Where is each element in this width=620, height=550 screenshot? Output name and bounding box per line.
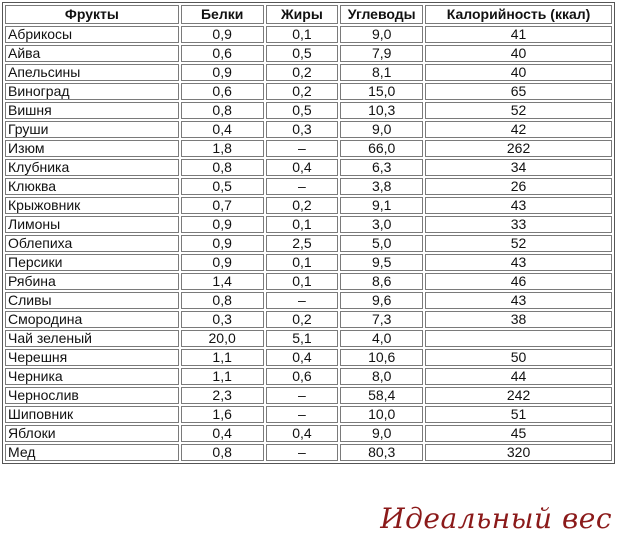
carbs-cell: 10,3 [340, 102, 423, 119]
fruit-name-cell: Клубника [5, 159, 179, 176]
carbs-cell: 3,0 [340, 216, 423, 233]
fat-cell: – [266, 140, 339, 157]
carbs-cell: 9,0 [340, 425, 423, 442]
header-fats: Жиры [266, 5, 339, 24]
calories-cell: 40 [425, 64, 612, 81]
fruit-name-cell: Смородина [5, 311, 179, 328]
calories-cell: 34 [425, 159, 612, 176]
protein-cell: 1,8 [181, 140, 264, 157]
fruit-name-cell: Клюква [5, 178, 179, 195]
carbs-cell: 4,0 [340, 330, 423, 347]
protein-cell: 2,3 [181, 387, 264, 404]
protein-cell: 0,8 [181, 102, 264, 119]
fat-cell: 0,2 [266, 197, 339, 214]
calories-cell: 242 [425, 387, 612, 404]
carbs-cell: 7,3 [340, 311, 423, 328]
table-row [5, 216, 612, 233]
table-row [5, 254, 612, 271]
fruit-name-cell: Чай зеленый [5, 330, 179, 347]
fat-cell: 0,3 [266, 121, 339, 138]
carbs-cell: 6,3 [340, 159, 423, 176]
table-row [5, 102, 612, 119]
fruit-name-cell: Крыжовник [5, 197, 179, 214]
table-row [5, 406, 612, 423]
calories-cell: 46 [425, 273, 612, 290]
fruit-name-cell: Апельсины [5, 64, 179, 81]
fat-cell: – [266, 178, 339, 195]
table-row [5, 83, 612, 100]
calories-cell: 42 [425, 121, 612, 138]
protein-cell: 0,9 [181, 235, 264, 252]
table-row [5, 292, 612, 309]
protein-cell: 0,7 [181, 197, 264, 214]
fruit-name-cell: Персики [5, 254, 179, 271]
fruit-name-cell: Облепиха [5, 235, 179, 252]
table-row [5, 330, 612, 347]
calories-cell: 43 [425, 292, 612, 309]
fruit-name-cell: Виноград [5, 83, 179, 100]
table-row [5, 140, 612, 157]
table-row [5, 64, 612, 81]
table-row [5, 26, 612, 43]
fat-cell: – [266, 406, 339, 423]
protein-cell: 0,4 [181, 425, 264, 442]
carbs-cell: 8,0 [340, 368, 423, 385]
calories-cell: 43 [425, 254, 612, 271]
fat-cell: 0,5 [266, 45, 339, 62]
protein-cell: 1,1 [181, 349, 264, 366]
protein-cell: 0,9 [181, 216, 264, 233]
carbs-cell: 8,1 [340, 64, 423, 81]
fat-cell: 0,5 [266, 102, 339, 119]
fat-cell: 5,1 [266, 330, 339, 347]
header-proteins: Белки [181, 5, 264, 24]
protein-cell: 0,9 [181, 64, 264, 81]
protein-cell: 0,8 [181, 292, 264, 309]
carbs-cell: 9,5 [340, 254, 423, 271]
fat-cell: 0,4 [266, 159, 339, 176]
calories-cell: 51 [425, 406, 612, 423]
calories-cell: 40 [425, 45, 612, 62]
fruit-name-cell: Мед [5, 444, 179, 461]
fruit-name-cell: Сливы [5, 292, 179, 309]
fruit-name-cell: Черника [5, 368, 179, 385]
carbs-cell: 15,0 [340, 83, 423, 100]
protein-cell: 1,6 [181, 406, 264, 423]
fruit-name-cell: Абрикосы [5, 26, 179, 43]
fat-cell: – [266, 292, 339, 309]
fruit-name-cell: Яблоки [5, 425, 179, 442]
table-row [5, 121, 612, 138]
calories-cell: 38 [425, 311, 612, 328]
fat-cell: 0,2 [266, 311, 339, 328]
protein-cell: 0,4 [181, 121, 264, 138]
protein-cell: 0,5 [181, 178, 264, 195]
carbs-cell: 9,1 [340, 197, 423, 214]
calories-cell: 43 [425, 197, 612, 214]
protein-cell: 1,1 [181, 368, 264, 385]
table-body [5, 26, 612, 461]
fat-cell: 0,6 [266, 368, 339, 385]
table-row [5, 311, 612, 328]
protein-cell: 1,4 [181, 273, 264, 290]
fruit-name-cell: Чернослив [5, 387, 179, 404]
fat-cell: – [266, 444, 339, 461]
table-row [5, 387, 612, 404]
fruit-name-cell: Изюм [5, 140, 179, 157]
fat-cell: 0,1 [266, 26, 339, 43]
carbs-cell: 58,4 [340, 387, 423, 404]
carbs-cell: 3,8 [340, 178, 423, 195]
header-carbs: Углеводы [340, 5, 423, 24]
fruit-name-cell: Вишня [5, 102, 179, 119]
calories-cell: 33 [425, 216, 612, 233]
table-row [5, 368, 612, 385]
table-row [5, 159, 612, 176]
calories-cell: 320 [425, 444, 612, 461]
carbs-cell: 7,9 [340, 45, 423, 62]
calories-cell: 52 [425, 235, 612, 252]
fat-cell: 0,2 [266, 64, 339, 81]
protein-cell: 0,3 [181, 311, 264, 328]
carbs-cell: 5,0 [340, 235, 423, 252]
carbs-cell: 8,6 [340, 273, 423, 290]
carbs-cell: 66,0 [340, 140, 423, 157]
protein-cell: 0,9 [181, 254, 264, 271]
fat-cell: 0,4 [266, 425, 339, 442]
fruit-name-cell: Груши [5, 121, 179, 138]
fruit-name-cell: Шиповник [5, 406, 179, 423]
calories-cell: 44 [425, 368, 612, 385]
carbs-cell: 9,0 [340, 26, 423, 43]
protein-cell: 0,6 [181, 83, 264, 100]
brand-logo-text: Идеальный вес [380, 502, 612, 535]
fruit-name-cell: Лимоны [5, 216, 179, 233]
carbs-cell: 9,6 [340, 292, 423, 309]
calories-cell: 65 [425, 83, 612, 100]
protein-cell: 0,8 [181, 159, 264, 176]
fruit-name-cell: Рябина [5, 273, 179, 290]
fruit-nutrition-table [2, 2, 615, 464]
calories-cell: 45 [425, 425, 612, 442]
carbs-cell: 80,3 [340, 444, 423, 461]
table-row [5, 273, 612, 290]
calories-cell [425, 330, 612, 347]
table-row [5, 349, 612, 366]
fat-cell: 0,1 [266, 216, 339, 233]
protein-cell: 20,0 [181, 330, 264, 347]
header-calories: Калорийность (ккал) [425, 5, 612, 24]
calories-cell: 262 [425, 140, 612, 157]
fruit-name-cell: Черешня [5, 349, 179, 366]
carbs-cell: 9,0 [340, 121, 423, 138]
protein-cell: 0,9 [181, 26, 264, 43]
fat-cell: 2,5 [266, 235, 339, 252]
carbs-cell: 10,6 [340, 349, 423, 366]
protein-cell: 0,6 [181, 45, 264, 62]
fat-cell: 0,2 [266, 83, 339, 100]
table-row [5, 235, 612, 252]
table-row [5, 425, 612, 442]
calories-cell: 41 [425, 26, 612, 43]
header-fruits: Фрукты [5, 5, 179, 24]
carbs-cell: 10,0 [340, 406, 423, 423]
calories-cell: 50 [425, 349, 612, 366]
table-row [5, 197, 612, 214]
fat-cell: – [266, 387, 339, 404]
protein-cell: 0,8 [181, 444, 264, 461]
fat-cell: 0,1 [266, 254, 339, 271]
calories-cell: 52 [425, 102, 612, 119]
table-row [5, 444, 612, 461]
fat-cell: 0,4 [266, 349, 339, 366]
fruit-name-cell: Айва [5, 45, 179, 62]
table-row [5, 178, 612, 195]
calories-cell: 26 [425, 178, 612, 195]
table-row [5, 45, 612, 62]
fat-cell: 0,1 [266, 273, 339, 290]
table-header-row [5, 5, 612, 24]
